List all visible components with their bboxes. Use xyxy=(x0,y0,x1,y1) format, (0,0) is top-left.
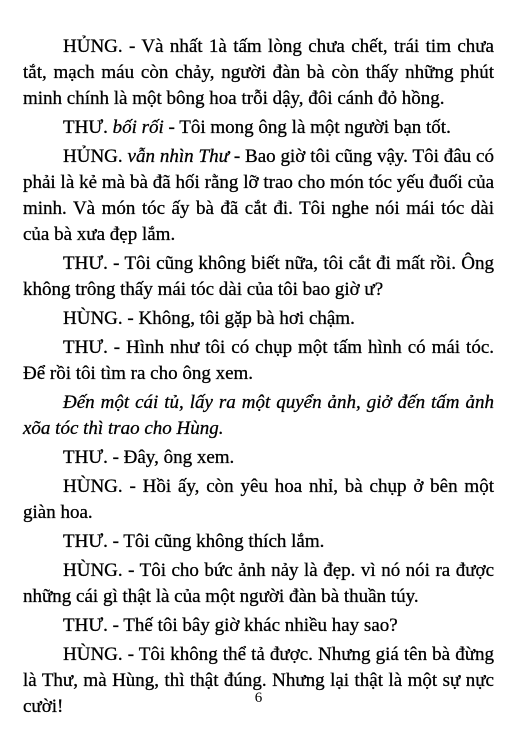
dialogue-text: - Thế tôi bây giờ khác nhiều hay sao? xyxy=(107,615,398,636)
paragraph xyxy=(23,115,494,141)
dialogue-text: - Tôi cũng không biết nữa, tôi cắt đi mất rồi. Ông không trông thấy mái tóc dài của tôi bao giờ ư? xyxy=(23,253,494,300)
speaker-name: THƯ. xyxy=(63,117,108,138)
speaker-name: HÙNG. xyxy=(63,644,123,665)
dialogue-text: - Và nhất 1à tấm lòng chưa chết, trái tim chưa tắt, mạch máu còn chảy, người đàn bà còn thấy những phút minh chính là một bông hoa trỗi dậy, đôi cánh đỏ hồng. xyxy=(23,36,494,109)
speaker-name: HỦNG. xyxy=(63,146,123,167)
paragraph xyxy=(23,613,494,639)
speaker-name: HÙNG. xyxy=(63,308,123,329)
paragraph xyxy=(23,558,494,610)
speaker-name: HÙNG. xyxy=(63,476,123,497)
stage-direction: vẫn nhìn Thư xyxy=(122,146,229,167)
dialogue-text: - Tôi mong ông là một người bạn tốt. xyxy=(163,117,451,138)
speaker-name: THƯ. xyxy=(63,447,108,468)
paragraph xyxy=(23,34,494,112)
paragraph xyxy=(23,474,494,526)
paragraph xyxy=(23,529,494,555)
speaker-name: THƯ. xyxy=(63,615,108,636)
dialogue-text: - Tôi cũng không thích lắm. xyxy=(107,531,325,552)
page-number: 6 xyxy=(254,690,263,706)
paragraph xyxy=(23,335,494,387)
dialogue-text: - Tôi cho bức ảnh nảy là đẹp. vì nó nói ra được những cái gì thật là của một người đàn bà thuần túy. xyxy=(23,560,494,607)
paragraph xyxy=(23,306,494,332)
speaker-name: HỦNG. xyxy=(63,36,123,57)
page-body xyxy=(23,34,494,720)
speaker-name: THƯ. xyxy=(63,253,108,274)
paragraph xyxy=(23,251,494,303)
speaker-name: THƯ. xyxy=(63,337,108,358)
speaker-name: THƯ. xyxy=(63,531,108,552)
paragraph xyxy=(23,445,494,471)
dialogue-text: - Hồi ấy, còn yêu hoa nhỉ, bà chụp ở bên một giàn hoa. xyxy=(23,476,494,523)
paragraph xyxy=(23,642,494,720)
speaker-name: HÙNG. xyxy=(63,560,123,581)
dialogue-text: - Đây, ông xem. xyxy=(107,447,235,468)
dialogue-text: - Hình như tôi có chụp một tấm hình có mái tóc. Để rồi tôi tìm ra cho ông xem. xyxy=(23,337,494,384)
dialogue-text: - Bao giờ tôi cũng vậy. Tôi đâu có phải là kẻ mà bà đã hối rằng lỡ trao cho món tóc yếu đuối của minh. Và món tóc ấy bà đã cắt đi. Tôi nghe nói mái tóc dài của bà xưa đẹp lắm. xyxy=(23,146,494,245)
dialogue-text: - Tôi không thể tả được. Nhưng giá tên bà đừng là Thư, mà Hùng, thì thật đúng. Nhưng lại thật là một sự nực cười! xyxy=(23,644,494,717)
paragraph xyxy=(23,390,494,442)
stage-direction: bối rối xyxy=(107,117,164,138)
dialogue-text: - Không, tôi gặp bà hơi chậm. xyxy=(122,308,355,329)
paragraph xyxy=(23,144,494,248)
stage-direction: Đến một cái tủ, lấy ra một quyển ảnh, giở đến tấm ảnh xõa tóc thì trao cho Hùng. xyxy=(23,392,494,439)
